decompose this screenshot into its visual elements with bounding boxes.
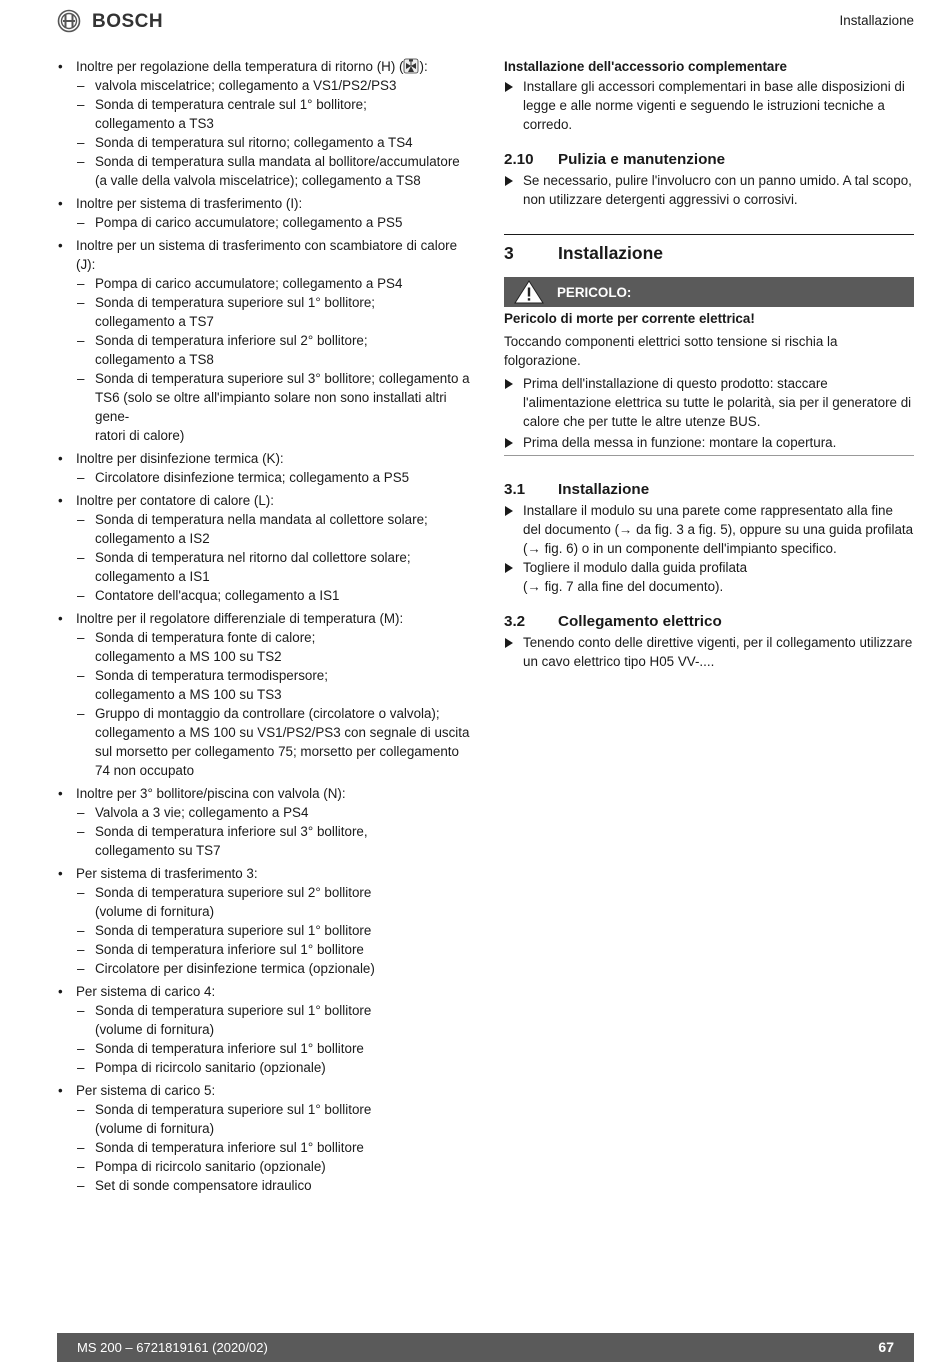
dash-marker: – <box>77 1003 85 1018</box>
section-heading-2-10 <box>504 150 914 169</box>
list-item-label: Per sistema di carico 5: <box>76 1083 216 1098</box>
sub-list-item <box>76 586 475 605</box>
sub-list-item <box>76 921 475 940</box>
danger-text: Toccando componenti elettrici sotto tensione si rischia la folgorazione. <box>504 334 838 368</box>
list-item-text <box>76 864 475 883</box>
dash-marker: – <box>77 276 85 291</box>
dash-marker: – <box>77 1102 85 1117</box>
list-item-text <box>76 236 475 274</box>
sub-list-item <box>76 152 475 190</box>
section-title: Pulizia e manutenzione <box>558 151 726 168</box>
electrical-step <box>504 633 914 671</box>
sub-list-item <box>76 468 475 487</box>
sub-list-item-text: Gruppo di montaggio da controllare (circolatore o valvola); collegamento a MS 100 su VS1/PS2/PS3 con segnale di uscita sul morsetto per collegamento 75; morsetto per collegamento 74 non occupato <box>95 706 470 778</box>
danger-title: Pericolo di morte per corrente elettrica! <box>504 311 755 326</box>
sub-list-item-text: Sonda di temperatura superiore sul 1° bollitore (volume di fornitura) <box>95 1102 372 1136</box>
sub-list-item <box>76 1157 475 1176</box>
dash-marker: – <box>77 154 85 169</box>
list-item <box>57 236 475 445</box>
step-arrow-icon <box>505 438 513 448</box>
dash-marker: – <box>77 805 85 820</box>
step-arrow-icon <box>505 506 513 516</box>
step-text: Se necessario, pulire l'involucro con un panno umido. A tal scopo, non utilizzare detergenti aggressivi o corrosivi. <box>523 173 912 207</box>
step-arrow-icon <box>505 563 513 573</box>
sub-list-item <box>76 1138 475 1157</box>
list-item-text <box>76 194 475 213</box>
sub-list-item-text: Circolatore per disinfezione termica (opzionale) <box>95 961 375 976</box>
sub-list-item <box>76 76 475 95</box>
sub-list-item <box>76 95 475 133</box>
chapter-divider <box>504 234 914 235</box>
list-item <box>57 491 475 605</box>
dash-marker: – <box>77 961 85 976</box>
sub-list-item-text: Sonda di temperatura superiore sul 1° bollitore <box>95 923 372 938</box>
dash-marker: – <box>77 135 85 150</box>
list-item-text <box>76 609 475 628</box>
step-text: Tenendo conto delle direttive vigenti, per il collegamento utilizzare un cavo elettrico tipo H05 VV-.... <box>523 635 913 669</box>
page-number: 67 <box>878 1339 894 1355</box>
page-header <box>57 8 914 34</box>
section-number: 3.2 <box>504 613 526 630</box>
list-item-label: Inoltre per il regolatore differenziale di temperatura (M): <box>76 611 404 626</box>
section-number: 3.1 <box>504 481 526 498</box>
document-id: MS 200 – 6721819161 (2020/02) <box>77 1340 268 1355</box>
sub-list-item <box>76 666 475 704</box>
sub-list-item-text: Valvola a 3 vie; collegamento a PS4 <box>95 805 309 820</box>
step-text: Installare gli accessori complementari in base alle disposizioni di legge e alle norme vigenti e seguendo le istruzioni tecniche a corredo. <box>523 79 905 132</box>
step-arrow-icon <box>505 638 513 648</box>
dash-marker: – <box>77 333 85 348</box>
dash-marker: – <box>77 1041 85 1056</box>
accessory-step <box>504 77 914 134</box>
sub-list-item-text: Sonda di temperatura inferiore sul 1° bollitore <box>95 1140 364 1155</box>
danger-banner <box>504 277 914 307</box>
sub-list-item-text: Pompa di carico accumulatore; collegamento a PS4 <box>95 276 403 291</box>
bullet-marker: • <box>58 59 63 74</box>
dash-marker: – <box>77 512 85 527</box>
dash-marker: – <box>77 78 85 93</box>
list-item-label: Inoltre per disinfezione termica (K): <box>76 451 284 466</box>
list-item <box>57 1081 475 1195</box>
sub-list-item-text: Sonda di temperatura superiore sul 1° bollitore (volume di fornitura) <box>95 1003 372 1037</box>
sub-list-item <box>76 1176 475 1195</box>
dash-marker: – <box>77 295 85 310</box>
dash-marker: – <box>77 824 85 839</box>
sub-list-item-text: Circolatore disinfezione termica; collegamento a PS5 <box>95 470 410 485</box>
dash-marker: – <box>77 1140 85 1155</box>
install-step-2 <box>504 558 914 596</box>
sub-list-item-text: Sonda di temperatura sulla mandata al bollitore/accumulatore (a valle della valvola miscelatrice); collegamento a TS8 <box>95 154 460 188</box>
section-number: 2.10 <box>504 151 534 168</box>
step-text: Togliere il modulo dalla guida profilata (→ fig. 7 alla fine del documento). <box>523 560 748 594</box>
dash-marker: – <box>77 668 85 683</box>
bullet-marker: • <box>58 786 63 801</box>
dash-marker: – <box>77 885 85 900</box>
section-title: Installazione <box>558 481 650 498</box>
danger-step-1 <box>504 374 914 431</box>
bullet-marker: • <box>58 196 63 211</box>
dash-marker: – <box>77 1060 85 1075</box>
sub-list-item-text: Pompa di ricircolo sanitario (opzionale) <box>95 1060 326 1075</box>
dash-marker: – <box>77 97 85 112</box>
mixing-valve-icon <box>403 58 419 74</box>
accessory-heading: Installazione dell'accessorio complementare <box>504 59 788 74</box>
list-item-label: Per sistema di trasferimento 3: <box>76 866 258 881</box>
sub-list-item-text: Sonda di temperatura sul ritorno; collegamento a TS4 <box>95 135 413 150</box>
bullet-marker: • <box>58 493 63 508</box>
warning-triangle-icon <box>514 280 544 304</box>
sub-list-item <box>76 704 475 780</box>
section-heading-3-1 <box>504 480 914 499</box>
sub-list-item-text: Sonda di temperatura centrale sul 1° bollitore; collegamento a TS3 <box>95 97 367 131</box>
sub-list-item-text: Sonda di temperatura inferiore sul 3° bollitore, collegamento su TS7 <box>95 824 368 858</box>
bosch-logo <box>57 8 163 34</box>
dash-marker: – <box>77 215 85 230</box>
dash-marker: – <box>77 1159 85 1174</box>
left-column <box>57 57 475 1199</box>
dash-marker: – <box>77 706 85 721</box>
list-item-label: Inoltre per contatore di calore (L): <box>76 493 274 508</box>
bullet-marker: • <box>58 238 63 253</box>
danger-step-2 <box>504 433 914 456</box>
sub-list-item <box>76 331 475 369</box>
sub-list-item <box>76 369 475 445</box>
list-item-label: Inoltre per un sistema di trasferimento con scambiatore di calore (J): <box>76 238 458 272</box>
list-item-text <box>76 57 475 76</box>
list-item <box>57 57 475 190</box>
list-item <box>57 864 475 978</box>
step-text: Prima della messa in funzione: montare la copertura. <box>523 435 837 450</box>
sub-list-item <box>76 1058 475 1077</box>
page-footer <box>57 1333 914 1362</box>
sub-list-item-text: Pompa di ricircolo sanitario (opzionale) <box>95 1159 326 1174</box>
sub-list-item <box>76 940 475 959</box>
sub-list-item-text: Sonda di temperatura fonte di calore; collegamento a MS 100 su TS2 <box>95 630 316 664</box>
sub-list-item-text: Contatore dell'acqua; collegamento a IS1 <box>95 588 340 603</box>
chapter-number: 3 <box>504 243 514 263</box>
sub-list-item-text: Sonda di temperatura superiore sul 2° bollitore (volume di fornitura) <box>95 885 372 919</box>
sub-list-item-text: Sonda di temperatura termodispersore; collegamento a MS 100 su TS3 <box>95 668 328 702</box>
danger-label: PERICOLO: <box>557 284 632 300</box>
bullet-marker: • <box>58 451 63 466</box>
sub-list-item <box>76 274 475 293</box>
sub-list-item-text: Sonda di temperatura nel ritorno dal collettore solare; collegamento a IS1 <box>95 550 411 584</box>
sub-list-item-text: valvola miscelatrice; collegamento a VS1/PS2/PS3 <box>95 78 397 93</box>
sub-list-item <box>76 959 475 978</box>
dash-marker: – <box>77 588 85 603</box>
list-item-text <box>76 449 475 468</box>
bosch-armature-icon <box>57 9 81 33</box>
sub-list-item <box>76 803 475 822</box>
bullet-marker: • <box>58 866 63 881</box>
list-item-label: Inoltre per regolazione della temperatura di ritorno (H) ( <box>76 59 404 74</box>
sub-list-item-text: Sonda di temperatura inferiore sul 1° bollitore <box>95 1041 364 1056</box>
list-item-label: Inoltre per sistema di trasferimento (I): <box>76 196 303 211</box>
list-item <box>57 609 475 780</box>
list-item-label: Inoltre per 3° bollitore/piscina con valvola (N): <box>76 786 346 801</box>
list-item-text <box>76 784 475 803</box>
step-text: Prima dell'installazione di questo prodotto: staccare l'alimentazione elettrica su tutte le polarità, sia per il generatore di calore che per tutte le altre utenze BUS. <box>523 376 912 429</box>
list-item <box>57 784 475 860</box>
dash-marker: – <box>77 923 85 938</box>
dash-marker: – <box>77 550 85 565</box>
step-text: Installare il modulo su una parete come rappresentato alla fine del documento (→ da fig. 3 a fig. 5), oppure su una guida profilata (→ fig. 6) o in un componente dell'impianto specifico. <box>523 503 914 556</box>
dash-marker: – <box>77 1178 85 1193</box>
sub-list-item-text: Sonda di temperatura nella mandata al collettore solare; collegamento a IS2 <box>95 512 428 546</box>
list-item <box>57 449 475 487</box>
sub-list-item <box>76 822 475 860</box>
install-step-1 <box>504 501 914 558</box>
sub-list-item-text: Sonda di temperatura inferiore sul 1° bollitore <box>95 942 364 957</box>
sub-list-item-text: Pompa di carico accumulatore; collegamento a PS5 <box>95 215 403 230</box>
sub-list-item-text: Sonda di temperatura inferiore sul 2° bollitore; collegamento a TS8 <box>95 333 368 367</box>
list-item-text <box>76 491 475 510</box>
brand-name: BOSCH <box>92 10 164 32</box>
chapter-heading-3 <box>504 244 914 266</box>
sub-list-item <box>76 293 475 331</box>
list-item-label-suffix: ): <box>419 59 428 74</box>
dash-marker: – <box>77 630 85 645</box>
list-item <box>57 194 475 232</box>
section-title: Collegamento elettrico <box>558 613 722 630</box>
sub-list-item <box>76 133 475 152</box>
step-arrow-icon <box>505 82 513 92</box>
sub-list-item <box>76 510 475 548</box>
list-item-text <box>76 1081 475 1100</box>
sub-list-item-text: Set di sonde compensatore idraulico <box>95 1178 312 1193</box>
list-item-label: Per sistema di carico 4: <box>76 984 216 999</box>
section-title: Installazione <box>839 13 914 28</box>
step-arrow-icon <box>505 379 513 389</box>
step-arrow-icon <box>505 176 513 186</box>
dash-marker: – <box>77 470 85 485</box>
sub-list-item-text: Sonda di temperatura superiore sul 3° bollitore; collegamento a TS6 (solo se oltre all'impianto solare non sono installati altri gene- ratori di calore) <box>95 371 470 443</box>
bullet-marker: • <box>58 1083 63 1098</box>
sub-list-item <box>76 1039 475 1058</box>
dash-marker: – <box>77 942 85 957</box>
bullet-marker: • <box>58 984 63 999</box>
chapter-title: Installazione <box>558 243 664 263</box>
list-item <box>57 982 475 1077</box>
sub-list-item <box>76 548 475 586</box>
sub-list-item <box>76 213 475 232</box>
right-column <box>504 57 914 671</box>
section-heading-3-2 <box>504 612 914 631</box>
sub-list-item <box>76 1100 475 1138</box>
bullet-marker: • <box>58 611 63 626</box>
list-item-text <box>76 982 475 1001</box>
sub-list-item <box>76 628 475 666</box>
sub-list-item-text: Sonda di temperatura superiore sul 1° bollitore; collegamento a TS7 <box>95 295 376 329</box>
cleaning-step <box>504 171 914 209</box>
dash-marker: – <box>77 371 85 386</box>
sub-list-item <box>76 883 475 921</box>
sub-list-item <box>76 1001 475 1039</box>
